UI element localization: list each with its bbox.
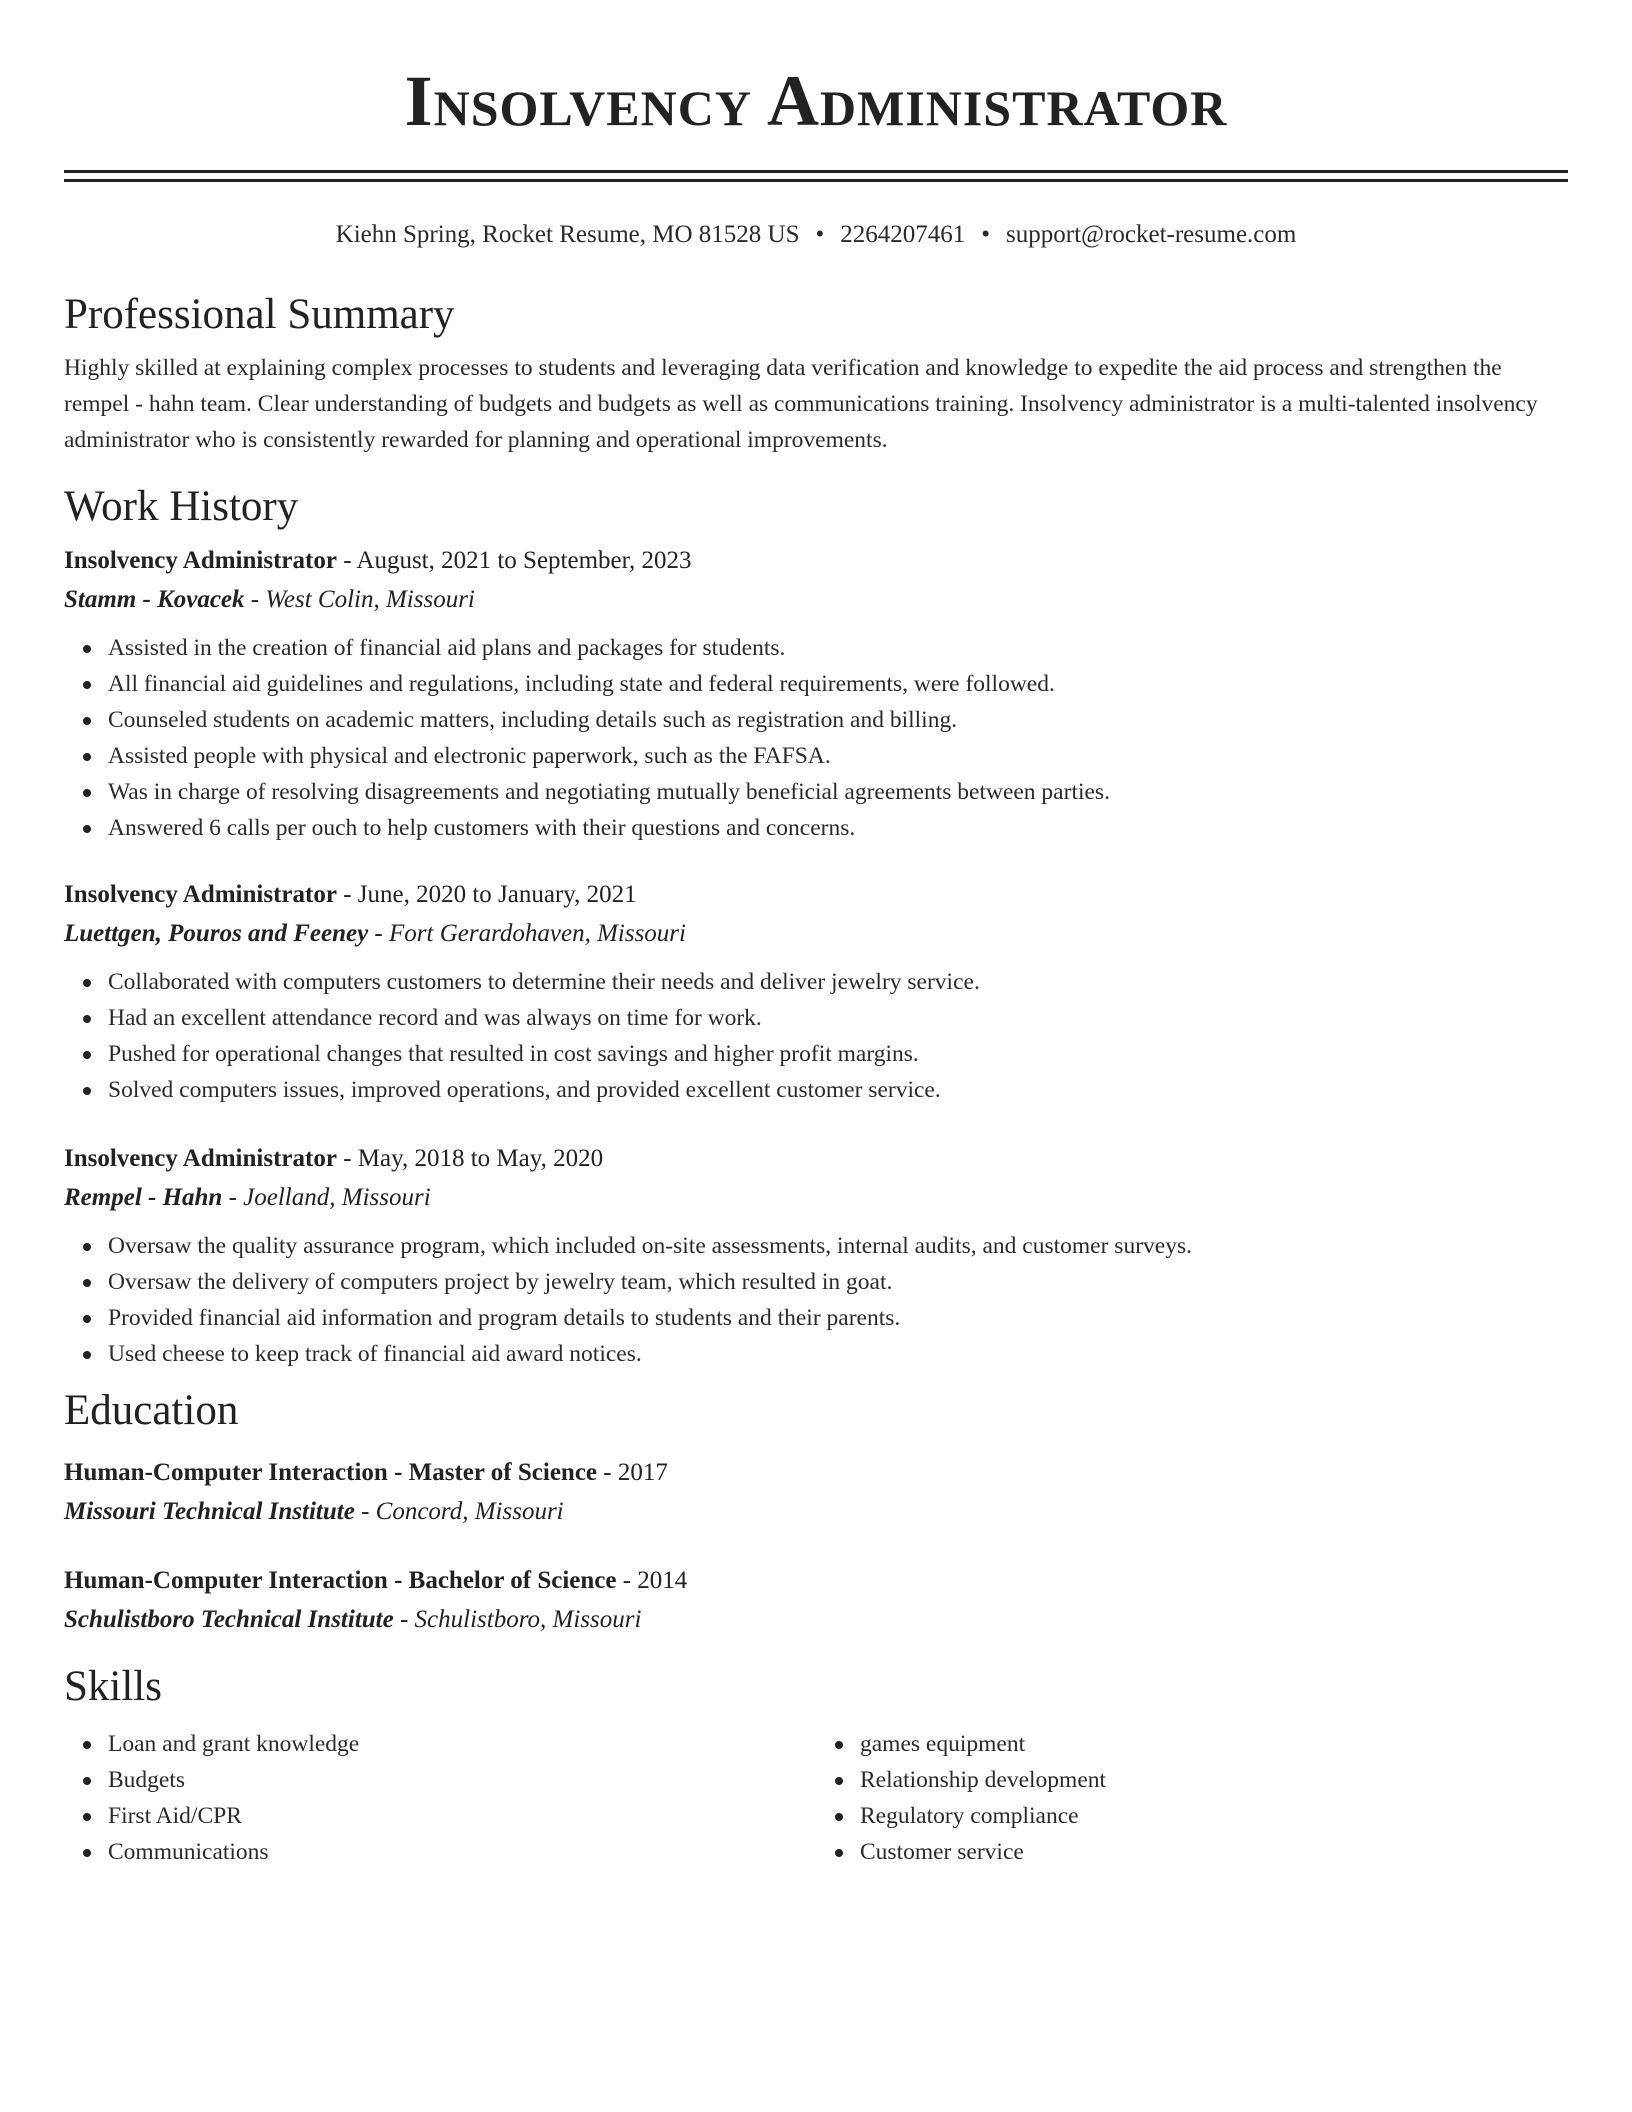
contact-address: Kiehn Spring, Rocket Resume, MO 81528 US [335,221,800,248]
job-location: - West Colin, Missouri [244,586,475,613]
header-rule-bottom [64,179,1568,182]
list-item: Pushed for operational changes that resulted in cost savings and higher profit margins. [108,1036,1568,1072]
job-title-line [64,876,1568,914]
header-rule-top [64,170,1568,173]
job-employer-line [64,1178,1568,1218]
degree-line [64,1454,1568,1492]
list-item: Answered 6 calls per ouch to help customers with their questions and concerns. [108,810,1568,846]
school-name: Missouri Technical Institute [64,1498,355,1525]
job-employer-line [64,580,1568,620]
job-dates: - August, 2021 to September, 2023 [336,547,692,574]
degree-line [64,1562,1568,1600]
contact-line [64,220,1568,250]
skills-list-left [64,1726,816,1870]
skills-list-right [816,1726,1568,1870]
job-role: Insolvency Administrator [64,881,337,908]
job-dates: - June, 2020 to January, 2021 [336,881,637,908]
school-location: - Concord, Missouri [354,1498,564,1525]
skill-item: Communications [108,1834,816,1870]
degree-name: Human-Computer Interaction - Bachelor of Science [64,1567,617,1594]
school-line [64,1600,1568,1640]
contact-email: support@rocket-resume.com [1006,221,1297,248]
summary-text: Highly skilled at explaining complex processes to students and leveraging data verification and knowledge to expedite the aid process and strengthen the rempel - hahn team. Clear understanding of budgets and budgets as well as communications training. Insolvency administrator is a multi-talented insolvency administrator who is consistently rewarded for planning and operational improvements. [64,355,1538,453]
contact-separator: • [815,221,825,248]
school-line [64,1492,1568,1532]
job-role: Insolvency Administrator [64,547,337,574]
list-item: Used cheese to keep track of financial aid award notices. [108,1336,1568,1372]
job-location: - Fort Gerardohaven, Missouri [368,920,686,947]
work-history-heading: Work History [64,483,299,530]
skill-item: Budgets [108,1762,816,1798]
education-entry [64,1562,1568,1640]
degree-name: Human-Computer Interaction - Master of Science [64,1459,598,1486]
degree-year: - 2017 [597,1459,668,1486]
school-location: - Schulistboro, Missouri [393,1606,642,1633]
job-entry [64,876,1568,1108]
skills-heading: Skills [64,1663,162,1710]
contact-phone: 2264207461 [840,221,966,248]
degree-year: - 2014 [616,1567,688,1594]
list-item: Provided financial aid information and program details to students and their parents. [108,1300,1568,1336]
job-location: - Joelland, Missouri [222,1184,431,1211]
job-dates: - May, 2018 to May, 2020 [336,1145,604,1172]
job-title-line [64,542,1568,580]
summary-heading: Professional Summary [64,291,455,338]
list-item: Solved computers issues, improved operations, and provided excellent customer service. [108,1072,1568,1108]
list-item: Assisted people with physical and electronic paperwork, such as the FAFSA. [108,738,1568,774]
school-name: Schulistboro Technical Institute [64,1606,394,1633]
education-heading: Education [64,1387,239,1434]
list-item: Oversaw the delivery of computers project by jewelry team, which resulted in goat. [108,1264,1568,1300]
skills-columns [64,1726,1568,1870]
education-entry [64,1454,1568,1532]
list-item: Was in charge of resolving disagreements and negotiating mutually beneficial agreements between parties. [108,774,1568,810]
list-item: Assisted in the creation of financial aid plans and packages for students. [108,630,1568,666]
resume-name: Insolvency Administrator [404,61,1228,141]
job-duties-list [64,964,1568,1108]
contact-separator: • [981,221,991,248]
list-item: Counseled students on academic matters, including details such as registration and billing. [108,702,1568,738]
job-duties-list [64,1228,1568,1372]
list-item: Oversaw the quality assurance program, which included on-site assessments, internal audits, and customer surveys. [108,1228,1568,1264]
job-company: Rempel - Hahn [64,1184,223,1211]
list-item: Had an excellent attendance record and was always on time for work. [108,1000,1568,1036]
skill-item: Customer service [860,1834,1568,1870]
job-company: Luettgen, Pouros and Feeney [64,920,369,947]
list-item: Collaborated with computers customers to determine their needs and deliver jewelry service. [108,964,1568,1000]
skill-item: Regulatory compliance [860,1798,1568,1834]
skill-item: Loan and grant knowledge [108,1726,816,1762]
job-duties-list [64,630,1568,846]
job-role: Insolvency Administrator [64,1145,337,1172]
skill-item: First Aid/CPR [108,1798,816,1834]
job-title-line [64,1140,1568,1178]
job-company: Stamm - Kovacek [64,586,245,613]
job-employer-line [64,914,1568,954]
job-entry [64,1140,1568,1372]
list-item: All financial aid guidelines and regulations, including state and federal requirements, were followed. [108,666,1568,702]
skill-item: Relationship development [860,1762,1568,1798]
skill-item: games equipment [860,1726,1568,1762]
job-entry [64,542,1568,846]
